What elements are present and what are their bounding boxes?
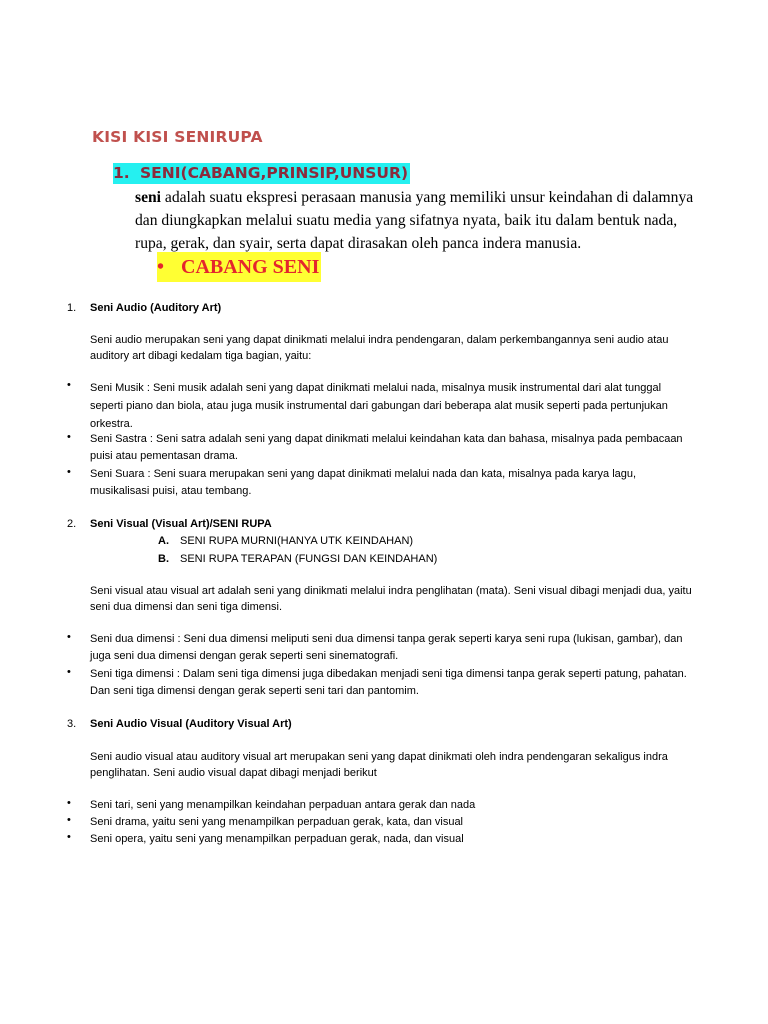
cabang-seni-text: CABANG SENI [181,256,320,278]
section-heading [67,518,272,530]
section-title: Seni Audio (Auditory Art) [90,302,222,314]
heading-text: SENI(CABANG,PRINSIP,UNSUR) [140,164,409,182]
list-item-text: Seni opera, yaitu seni yang menampilkan perpaduan gerak, nada, dan visual [90,833,464,845]
sub-item-text: SENI RUPA MURNI(HANYA UTK KEINDAHAN) [180,535,414,547]
bullet-icon: • [67,666,71,678]
section-paragraph: Seni visual atau visual art adalah seni yang dinikmati melalui indra penglihatan (mata). Seni visual dibagi menjadi dua, yaitu seni dua dimensi dan seni tiga dimensi. [90,585,692,613]
heading-number: 1. [113,164,130,182]
document-title: KISI KISI SENIRUPA [92,128,263,146]
bullet-icon: • [67,431,71,443]
bullet-icon: • [67,831,71,843]
bullet-icon: • [67,814,71,826]
section-number: 1. [67,302,77,314]
list-item-text: Seni tari, seni yang menampilkan keindahan perpaduan antara gerak dan nada [90,799,476,811]
list-item-text: Seni drama, yaitu seni yang menampilkan perpaduan gerak, kata, dan visual [90,816,464,828]
list-item-text: Seni Suara : Seni suara merupakan seni yang dapat dinikmati melalui nada dan kata, misalnya pada karya lagu, musikalisasi puisi, atau tembang. [90,468,637,497]
section-title: Seni Audio Visual (Auditory Visual Art) [90,718,292,730]
section-heading [67,718,292,730]
section-paragraph: Seni audio visual atau auditory visual art merupakan seni yang dapat dinikmati oleh indra pendengaran sekaligus indra penglihatan. Seni audio visual dapat dibagi menjadi berikut [90,751,668,779]
bullet-icon: • [67,379,71,391]
list-item-text: Seni Sastra : Seni satra adalah seni yang dapat dinikmati melalui keindahan kata dan bahasa, misalnya pada pembacaan puisi atau pementasan drama. [90,433,683,462]
bullet-icon: • [67,466,71,478]
sub-item-text: SENI RUPA TERAPAN (FUNGSI DAN KEINDAHAN) [180,553,438,565]
sub-item-letter: B. [158,553,169,565]
intro-paragraph [135,186,695,255]
bullet-icon: • [157,256,165,278]
bullet-icon: • [67,631,71,643]
section-paragraph: Seni audio merupakan seni yang dapat dinikmati melalui indra pendengaran, dalam perkembangannya seni audio atau auditory art dibagi kedalam tiga bagian, yaitu: [90,334,669,362]
sub-item-letter: A. [158,535,169,547]
list-item-text: Seni Musik : Seni musik adalah seni yang dapat dinikmati melalui nada, misalnya musik instrumental dari alat tunggal seperti piano dan biola, atau juga musik instrumental dari gabungan dari beberapa alat musik seperti pada pertunjukan orkestra. [90,382,668,430]
cabang-seni-heading [157,252,321,282]
section-title: Seni Visual (Visual Art)/SENI RUPA [90,518,272,530]
intro-text: adalah suatu ekspresi perasaan manusia yang memiliki unsur keindahan di dalamnya dan diungkapkan melalui suatu media yang sifatnya nyata, baik itu dalam bentuk nada, rupa, gerak, dan syair, serta dapat dirasakan oleh panca indera manusia. [135,189,694,252]
list-item-text: Seni dua dimensi : Seni dua dimensi meliputi seni dua dimensi tanpa gerak seperti karya seni rupa (lukisan, gambar), dan juga seni dua dimensi dengan gerak seperti seni sinematografi. [90,633,683,662]
section-number: 2. [67,518,77,530]
section-heading [67,302,221,314]
heading-seni [113,163,410,184]
bullet-icon: • [67,797,71,809]
section-number: 3. [67,718,77,730]
list-item-text: Seni tiga dimensi : Dalam seni tiga dimensi juga dibedakan menjadi seni tiga dimensi tanpa gerak seperti patung, pahatan. Dan seni tiga dimensi dengan gerak seperti seni tari dan pantomim. [90,668,687,697]
intro-bold-term: seni [135,189,161,206]
